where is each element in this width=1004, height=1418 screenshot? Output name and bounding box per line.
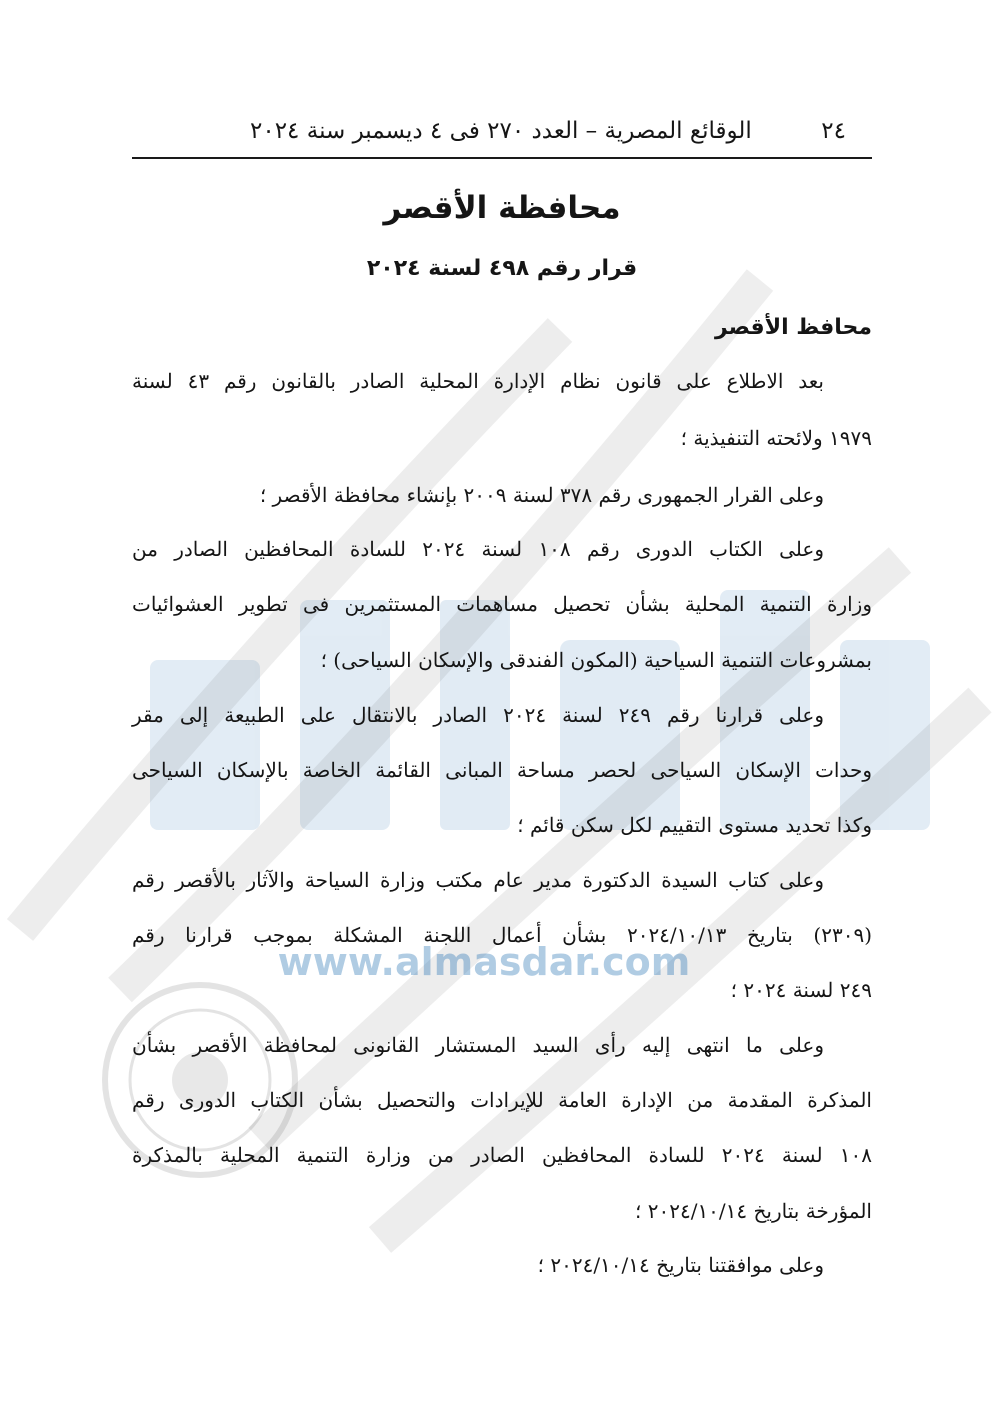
body-line: بعد الاطلاع على قانون نظام الإدارة المحلية الصادر بالقانون رقم ٤٣ لسنة [132,369,824,393]
body-line: وحدات الإسكان السياحى لحصر مساحة المبانى القائمة الخاصة بالإسكان السياحى [132,758,872,782]
body-line: ٢٤٩ لسنة ٢٠٢٤ ؛ [730,978,872,1002]
body-line: وعلى قرارنا رقم ٢٤٩ لسنة ٢٠٢٤ الصادر بالانتقال على الطبيعة إلى مقر [132,703,824,727]
body-line: المؤرخة بتاريخ ٢٠٢٤/١٠/١٤ ؛ [635,1199,872,1223]
body-line: ١٩٧٩ ولائحته التنفيذية ؛ [680,426,872,450]
body-line: المذكرة المقدمة من الإدارة العامة للإيرادات والتحصيل بشأن الكتاب الدورى رقم [132,1088,872,1112]
body-line: وعلى الكتاب الدورى رقم ١٠٨ لسنة ٢٠٢٤ للسادة المحافظين الصادر من [132,537,824,561]
issuer-title: محافظ الأقصر [714,315,872,340]
watermark-url: www.almasdar.com [277,940,691,984]
body-line: ١٠٨ لسنة ٢٠٢٤ للسادة المحافظين الصادر من وزارة التنمية المحلية بالمذكرة [132,1143,872,1167]
body-line: بمشروعات التنمية السياحية (المكون الفندقى والإسكان السياحى) ؛ [320,648,872,672]
decree-number-heading: قرار رقم ٤٩٨ لسنة ٢٠٢٤ [366,256,638,281]
body-line: وعلى موافقتنا بتاريخ ٢٠٢٤/١٠/١٤ ؛ [537,1253,824,1277]
header-divider [132,157,872,159]
body-line: وكذا تحديد مستوى التقييم لكل سكن قائم ؛ [517,813,872,837]
body-line: وعلى ما انتهى إليه رأى السيد المستشار القانونى لمحافظة الأقصر بشأن [132,1033,825,1057]
running-header [132,112,872,152]
body-line: (٢٣٠٩) بتاريخ ٢٠٢٤/١٠/١٣ بشأن أعمال اللجنة المشكلة بموجب قرارنا رقم [132,923,872,947]
page-number: ٢٤ [821,118,846,144]
governorate-heading: محافظة الأقصر [383,190,621,226]
body-line: وعلى القرار الجمهورى رقم ٣٧٨ لسنة ٢٠٠٩ بإنشاء محافظة الأقصر ؛ [259,483,824,507]
gazette-issue-title: الوقائع المصرية – العدد ٢٧٠ فى ٤ ديسمبر سنة ٢٠٢٤ [250,118,752,144]
body-line: وزارة التنمية المحلية بشأن تحصيل مساهمات المستثمرين فى تطوير العشوائيات [132,592,872,616]
body-line: وعلى كتاب السيدة الدكتورة مدير عام مكتب وزارة السياحة والآثار بالأقصر رقم [132,868,824,892]
